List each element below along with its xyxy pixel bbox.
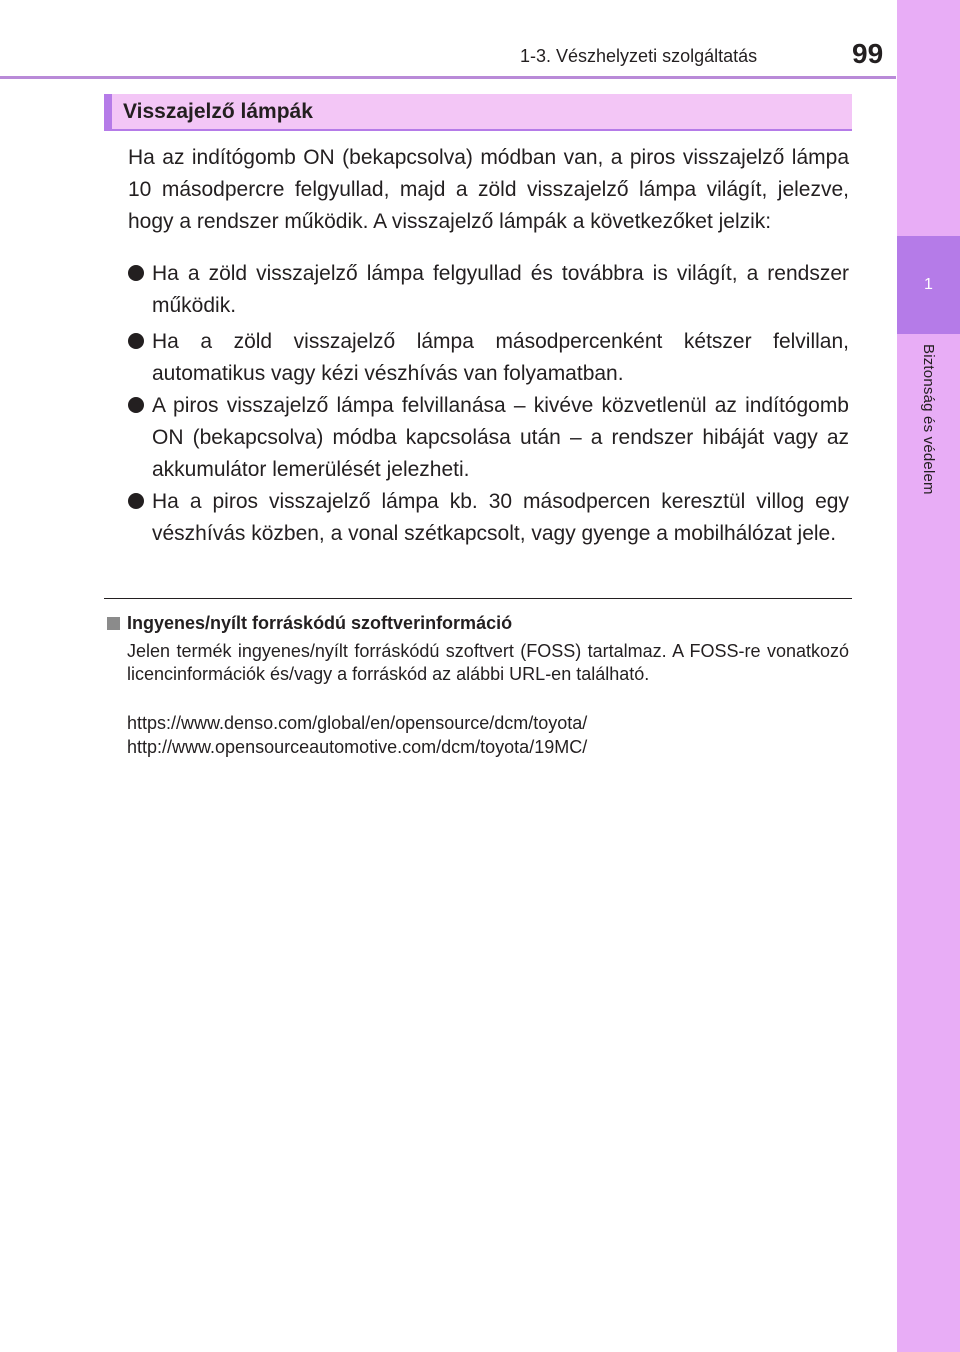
section-heading: Visszajelző lámpák	[123, 100, 313, 123]
list-item	[128, 486, 849, 550]
section-divider	[104, 598, 852, 599]
section-heading-underline	[104, 129, 852, 131]
page-number: 99	[852, 38, 884, 69]
list-item	[128, 258, 849, 322]
list-item-text: Ha a piros visszajelző lámpa kb. 30 másodpercen keresztül villog egy vészhívás közben, a vonal szétkapcsolt, vagy gyenge a mobilhálózat jele.	[152, 490, 849, 545]
list-item	[128, 390, 849, 486]
note-square-icon	[107, 617, 120, 630]
running-header-section: 1-3. Vészhelyzeti szolgáltatás	[520, 46, 758, 66]
chapter-number: 1	[924, 276, 933, 293]
note-title: Ingyenes/nyílt forráskódú szoftverinformáció	[127, 613, 513, 633]
header-rule	[0, 76, 896, 79]
chapter-title: Biztonság és védelem	[920, 344, 937, 495]
url-link-opensourceautomotive[interactable]: http://www.opensourceautomotive.com/dcm/toyota/19MC/	[127, 737, 588, 757]
list-item-text: Ha a zöld visszajelző lámpa felgyullad és továbbra is világít, a rendszer működik.	[152, 262, 849, 317]
intro-paragraph: Ha az indítógomb ON (bekapcsolva) módban van, a piros visszajelző lámpa 10 másodpercre felgyullad, majd a zöld visszajelző lámpa világít, jelezve, hogy a rendszer működik. A visszajelző lámpák a következőket jelzik:	[128, 146, 849, 233]
note-body: Jelen termék ingyenes/nyílt forráskódú szoftvert (FOSS) tartalmaz. A FOSS-re vonatkozó licencinformációk és/vagy a forráskód az alábbi URL-en található.	[127, 641, 849, 684]
bullet-icon	[128, 397, 144, 413]
bullet-icon	[128, 493, 144, 509]
url-link-denso[interactable]: https://www.denso.com/global/en/opensource/dcm/toyota/	[127, 713, 588, 733]
list-item	[128, 326, 849, 390]
bullet-icon	[128, 333, 144, 349]
list-item-text: Ha a zöld visszajelző lámpa másodpercenként kétszer felvillan, automatikus vagy kézi vészhívás van folyamatban.	[152, 330, 849, 385]
bullet-icon	[128, 265, 144, 281]
chapter-side-tab	[897, 0, 960, 1352]
list-item-text: A piros visszajelző lámpa felvillanása – kivéve közvetlenül az indítógomb ON (bekapcsolva) módba kapcsolása után – a rendszer hibáját vagy az akkumulátor lemerülését jelezheti.	[152, 394, 849, 481]
